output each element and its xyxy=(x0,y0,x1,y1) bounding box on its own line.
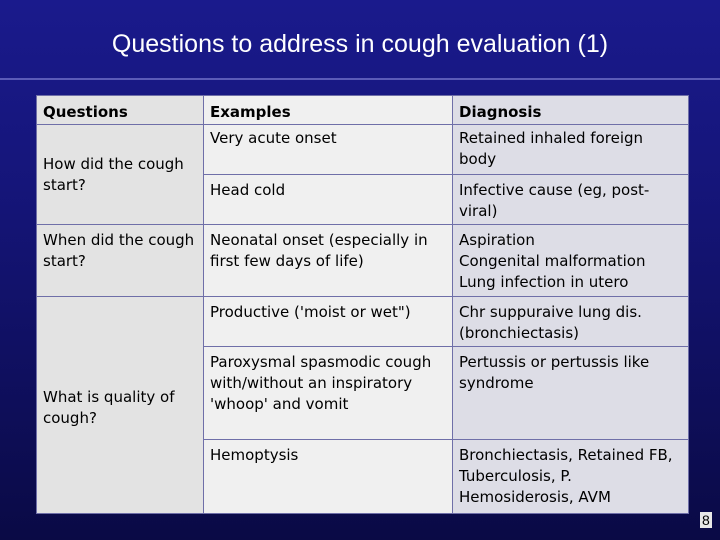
page-number: 8 xyxy=(702,512,710,528)
diagnosis-cell: Bronchiectasis, Retained FB, Tuberculosis, P. Hemosiderosis, AVM xyxy=(453,440,689,514)
example-cell: Productive ('moist or wet") xyxy=(204,297,453,347)
table-row xyxy=(37,297,689,347)
cough-evaluation-table xyxy=(36,95,689,514)
diagnosis-cell: Retained inhaled foreign body xyxy=(453,125,689,175)
diagnosis-cell: Aspiration Congenital malformation Lung infection in utero xyxy=(453,225,689,297)
question-cell: What is quality of cough? xyxy=(37,297,204,514)
example-cell: Very acute onset xyxy=(204,125,453,175)
title-divider xyxy=(0,78,720,80)
table-row xyxy=(37,225,689,297)
example-cell: Head cold xyxy=(204,175,453,225)
question-cell: How did the cough start? xyxy=(37,125,204,225)
diagnosis-cell: Chr suppuraive lung dis. (bronchiectasis) xyxy=(453,297,689,347)
header-examples: Examples xyxy=(204,96,453,125)
diagnosis-cell: Pertussis or pertussis like syndrome xyxy=(453,347,689,440)
question-cell: When did the cough start? xyxy=(37,225,204,297)
example-cell: Neonatal onset (especially in first few days of life) xyxy=(204,225,453,297)
table-row xyxy=(37,125,689,175)
example-cell: Paroxysmal spasmodic cough with/without an inspiratory 'whoop' and vomit xyxy=(204,347,453,440)
header-questions: Questions xyxy=(37,96,204,125)
header-diagnosis: Diagnosis xyxy=(453,96,689,125)
diagnosis-cell: Infective cause (eg, post-viral) xyxy=(453,175,689,225)
example-cell: Hemoptysis xyxy=(204,440,453,514)
slide-title: Questions to address in cough evaluation (1) xyxy=(111,30,609,58)
